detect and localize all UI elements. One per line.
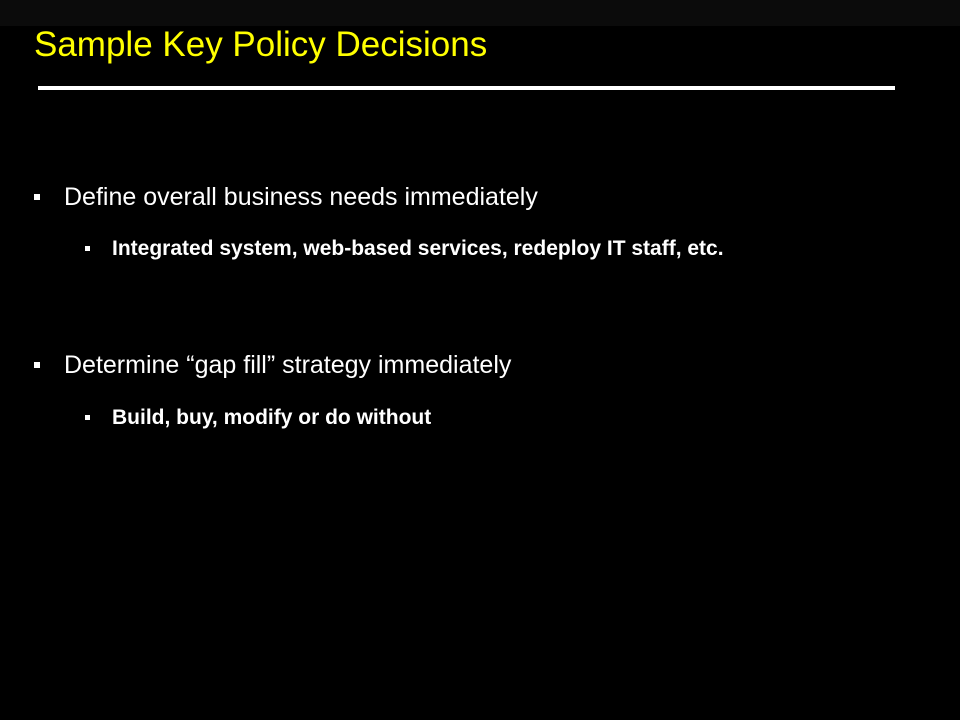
title-underline <box>38 86 895 90</box>
square-bullet-icon <box>85 415 90 420</box>
square-bullet-icon <box>34 362 40 368</box>
sub-bullet-item <box>112 405 431 431</box>
sub-bullet-text: Build, buy, modify or do without <box>112 406 432 429</box>
sub-bullet-text: Integrated system, web-based services, redeploy IT staff, etc. <box>112 237 724 260</box>
bullet-text: Define overall business needs immediately <box>64 183 538 211</box>
bullet-item <box>64 350 511 380</box>
slide-title: Sample Key Policy Decisions <box>34 25 488 64</box>
bullet-text: Determine “gap fill” strategy immediately <box>64 351 512 379</box>
bullet-item <box>64 182 538 212</box>
sub-bullet-item <box>112 236 724 262</box>
square-bullet-icon <box>85 246 90 251</box>
square-bullet-icon <box>34 194 40 200</box>
